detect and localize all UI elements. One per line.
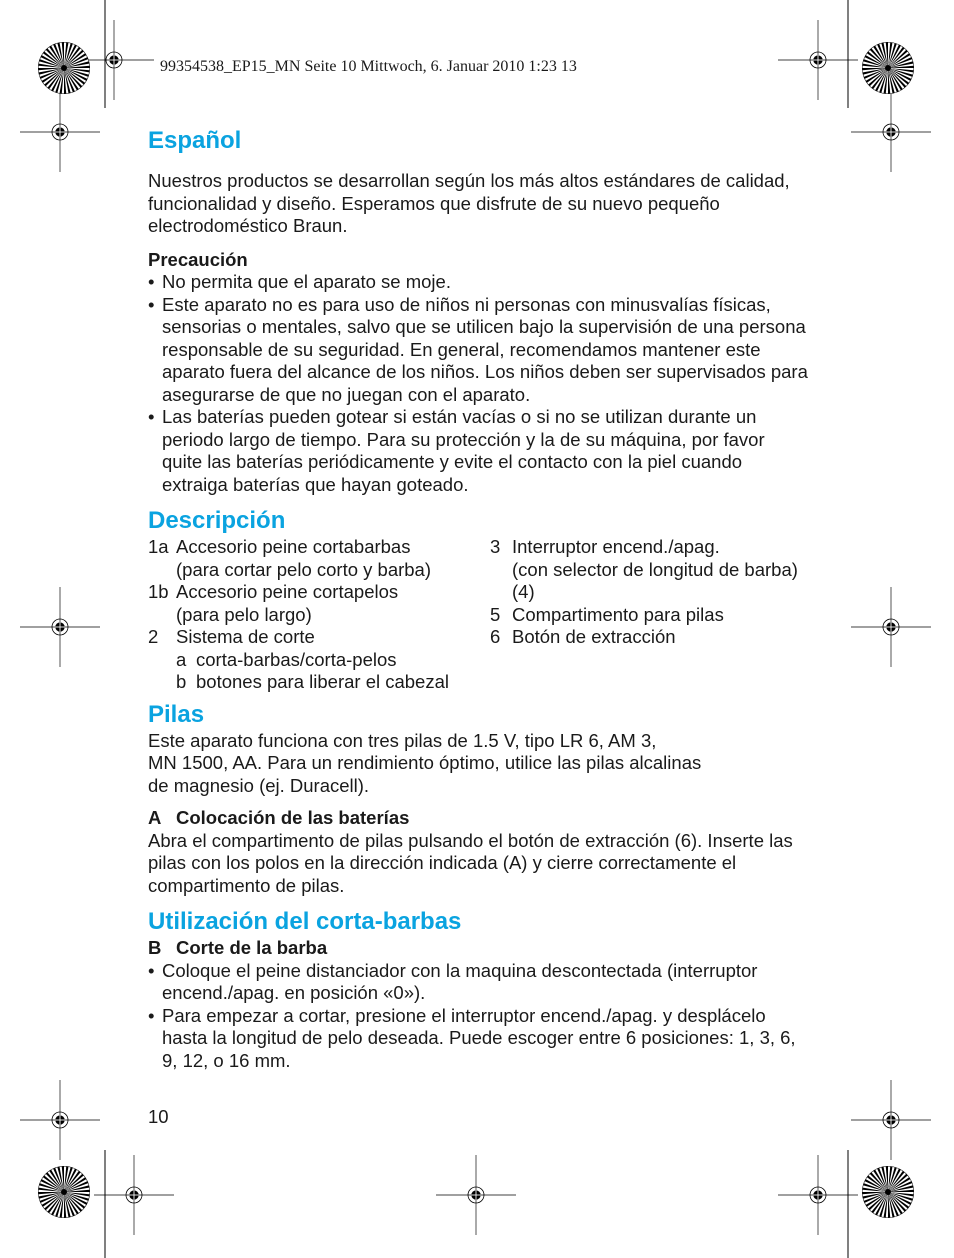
subsection-letter: A bbox=[148, 807, 162, 828]
item-text bbox=[512, 536, 808, 604]
item-text bbox=[176, 536, 490, 581]
section-title-descripcion: Descripción bbox=[148, 507, 286, 534]
subsection-letter: B bbox=[148, 937, 162, 958]
battery-insert-paragraph: Abra el compartimento de pilas pulsando el botón de extracción (6). Inserte las pilas con los polos en la dirección indicada (A) y cierre correctamente el compartimento de pilas. bbox=[148, 829, 793, 896]
subsection-heading-a bbox=[148, 807, 808, 830]
intro-paragraph: Nuestros productos se desarrollan según los más altos estándares de calidad, funcionalidad y diseño. Esperamos que disfrute de su nuevo pequeño electrodoméstico Braun. bbox=[148, 170, 790, 236]
description-item bbox=[148, 536, 490, 581]
page-number: 10 bbox=[148, 1106, 169, 1127]
registration-mark-icon bbox=[20, 1080, 100, 1160]
registration-mark-icon bbox=[778, 1155, 858, 1235]
registration-mark-icon bbox=[851, 1080, 931, 1160]
item-number: 2 bbox=[148, 626, 159, 647]
description-item bbox=[148, 626, 490, 649]
text-line: MN 1500, AA. Para un rendimiento óptimo, utilice las pilas alcalinas bbox=[148, 752, 702, 773]
item-note: (para cortar pelo corto y barba) bbox=[176, 558, 432, 580]
subsection-title: Corte de la barba bbox=[176, 937, 328, 958]
list-item: • Las baterías pueden gotear si están vacías o si no se utilizan durante un periodo largo de tiempo. Para su protección y la de su máquina, por favor quite las baterías periódicamente y evite el contacto con la piel cuando extraiga baterías que hayan goteado. bbox=[148, 406, 808, 496]
description-item bbox=[148, 581, 490, 626]
description-subitem bbox=[148, 671, 490, 694]
registration-mark-icon bbox=[851, 587, 931, 667]
registration-mark-icon bbox=[778, 20, 858, 100]
caution-heading: Precaución bbox=[148, 248, 248, 270]
list-item: • Para empezar a cortar, presione el interruptor encend./apag. y desplácelo hasta la longitud de pelo deseada. Puede escoger entre 6 posiciones: 1, 3, 6, 9, 12, o 16 mm. bbox=[148, 1005, 808, 1073]
item-label: Compartimento para pilas bbox=[512, 603, 724, 625]
item-note: (con selector de longitud de barba) (4) bbox=[512, 558, 798, 602]
item-number: 6 bbox=[490, 626, 501, 647]
list-item: • Este aparato no es para uso de niños ni personas con minusvalías físicas, sensorias o mentales, salvo que se utilicen bajo la supervisión de una persona responsable de su seguridad. En general, recomendamos mantener este aparato fuera del alcance de los niños. Los niños deben ser supervisados para asegurarse de que no juegan con el aparato. bbox=[148, 294, 808, 407]
subitem-text: corta-barbas/corta-pelos bbox=[196, 648, 397, 670]
section-title-espanol: Español bbox=[148, 127, 242, 154]
subsection-title: Colocación de las baterías bbox=[176, 807, 410, 828]
subitem-letter: a bbox=[176, 648, 187, 670]
description-subitem bbox=[148, 649, 490, 672]
list-item: • Coloque el peine distanciador con la maquina descontectada (interruptor encend./apag. en posición «0»). bbox=[148, 960, 808, 1005]
item-label: Accesorio peine cortapelos bbox=[176, 581, 399, 602]
description-list bbox=[148, 536, 808, 694]
registration-mark-icon bbox=[20, 92, 100, 172]
registration-mark-icon bbox=[20, 587, 100, 667]
text-line: de magnesio (ej. Duracell). bbox=[148, 774, 370, 796]
registration-mark-icon bbox=[436, 1155, 516, 1235]
pilas-paragraph bbox=[148, 730, 808, 798]
item-label: Botón de extracción bbox=[512, 626, 676, 647]
item-number: 3 bbox=[490, 536, 501, 557]
item-number: 5 bbox=[490, 603, 501, 625]
description-column-left bbox=[148, 536, 490, 694]
list-item: • No permita que el aparato se moje. bbox=[148, 271, 808, 294]
item-note: (para pelo largo) bbox=[176, 603, 312, 625]
star-target-icon bbox=[862, 42, 914, 94]
subitem-letter: b bbox=[176, 671, 187, 692]
star-target-icon bbox=[38, 1166, 90, 1218]
star-target-icon bbox=[862, 1166, 914, 1218]
caution-list bbox=[148, 271, 808, 496]
header-slug: 99354538_EP15_MN Seite 10 Mittwoch, 6. Januar 2010 1:23 13 bbox=[160, 58, 577, 75]
subitem-text: botones para liberar el cabezal bbox=[196, 671, 449, 692]
description-item bbox=[490, 626, 808, 649]
star-target-icon bbox=[38, 42, 90, 94]
description-item bbox=[490, 604, 808, 627]
document-body bbox=[148, 126, 808, 1072]
item-number: 1b bbox=[148, 581, 169, 602]
usage-list bbox=[148, 960, 808, 1073]
section-title-pilas: Pilas bbox=[148, 700, 205, 728]
item-text bbox=[176, 581, 490, 626]
registration-mark-icon bbox=[851, 92, 931, 172]
item-label: Sistema de corte bbox=[176, 626, 315, 647]
item-label: Accesorio peine cortabarbas bbox=[176, 536, 411, 557]
subsection-heading-b bbox=[148, 937, 808, 960]
description-column-right bbox=[490, 536, 808, 694]
text-line: Este aparato funciona con tres pilas de 1.5 V, tipo LR 6, AM 3, bbox=[148, 729, 657, 751]
registration-mark-icon bbox=[94, 1155, 174, 1235]
description-item bbox=[490, 536, 808, 604]
item-number: 1a bbox=[148, 536, 169, 557]
item-label: Interruptor encend./apag. bbox=[512, 536, 720, 557]
section-title-utilizacion: Utilización del corta-barbas bbox=[148, 908, 462, 935]
